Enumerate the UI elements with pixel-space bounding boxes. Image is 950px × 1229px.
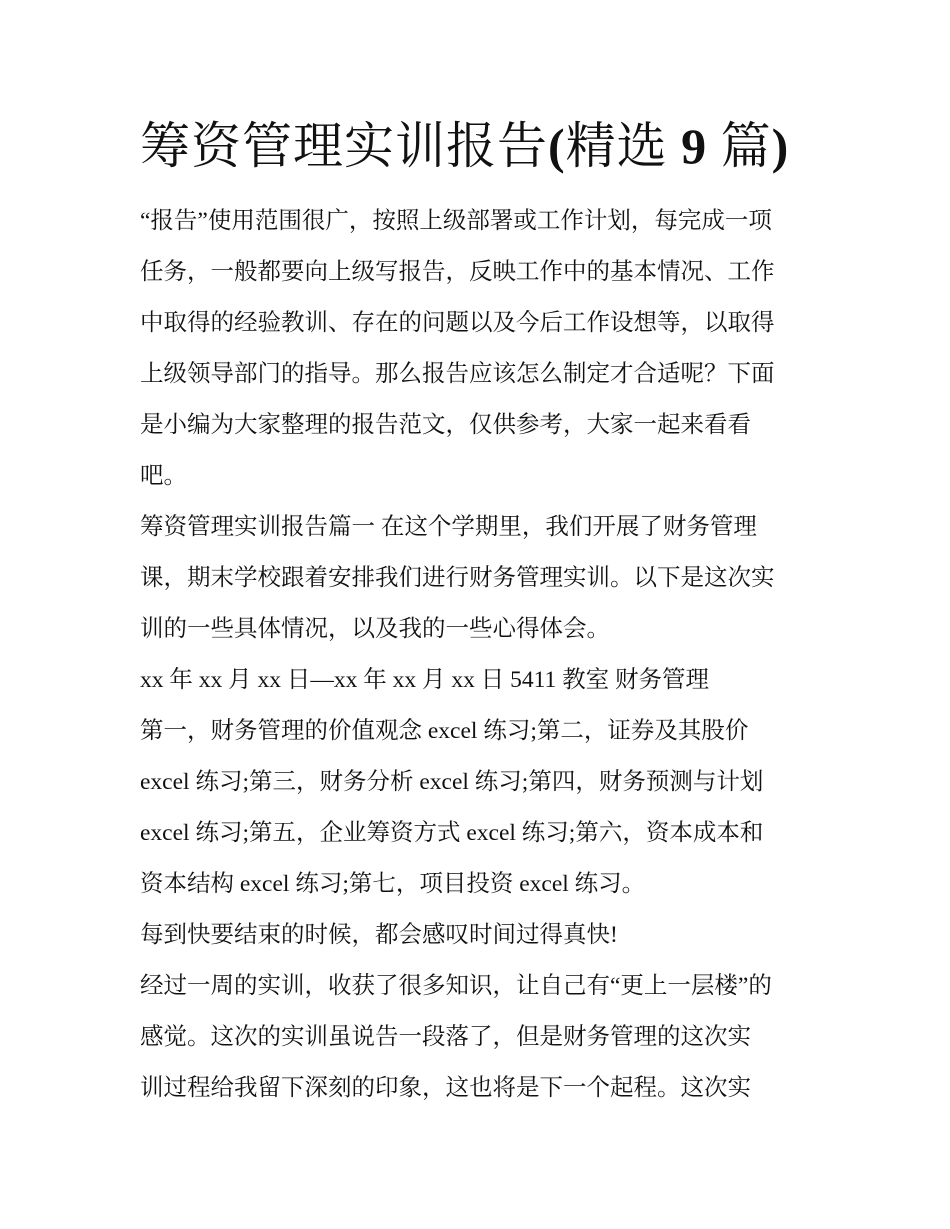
paragraph: [140, 706, 820, 910]
paragraph: [140, 196, 820, 502]
document-title: [140, 110, 820, 182]
paragraph: [140, 502, 820, 655]
paragraph-line: 筹资管理实训报告篇一 在这个学期里，我们开展了财务管理: [140, 514, 757, 540]
paragraph-line: excel 练习;第五，企业筹资方式 excel 练习;第六，资本成本和: [140, 820, 764, 846]
title-prefix: 筹资管理实训报告: [140, 118, 548, 174]
paragraph: [140, 910, 820, 961]
title-close-paren: ): [771, 118, 790, 174]
paragraph-line: 中取得的经验教训、存在的问题以及今后工作设想等，以取得: [140, 310, 775, 336]
paragraph-line: excel 练习;第三，财务分析 excel 练习;第四，财务预测与计划: [140, 769, 764, 795]
title-suffix: 篇: [720, 118, 772, 174]
paragraph-line: 训过程给我留下深刻的印象，这也将是下一个起程。这次实: [140, 1075, 751, 1101]
document-page: [140, 110, 820, 1114]
paragraph-line: “报告”使用范围很广，按照上级部署或工作计划，每完成一项: [140, 208, 772, 234]
title-number: 9: [681, 118, 708, 174]
paragraph-line: 上级领导部门的指导。那么报告应该怎么制定才合适呢？下面: [140, 361, 775, 387]
paragraph: [140, 961, 820, 1114]
paragraph-line: 任务，一般都要向上级写报告，反映工作中的基本情况、工作: [140, 259, 775, 285]
paragraph-line: 吧。: [140, 463, 187, 489]
paragraph-line: 经过一周的实训，收获了很多知识，让自己有“更上一层楼”的: [140, 973, 772, 999]
paragraph-line: 课，期末学校跟着安排我们进行财务管理实训。以下是这次实: [140, 565, 775, 591]
paragraph-line: 资本结构 excel 练习;第七，项目投资 excel 练习。: [140, 871, 646, 897]
document-body: [140, 196, 820, 1114]
title-open-paren: (: [548, 118, 566, 174]
title-middle: 精选: [565, 118, 668, 174]
paragraph-line: xx 年 xx 月 xx 日—xx 年 xx 月 xx 日 5411 教室 财务管理: [140, 667, 710, 693]
paragraph-line: 感觉。这次的实训虽说告一段落了，但是财务管理的这次实: [140, 1024, 751, 1050]
paragraph-line: 训的一些具体情况，以及我的一些心得体会。: [140, 616, 610, 642]
paragraph-line: 每到快要结束的时候，都会感叹时间过得真快!: [140, 922, 618, 948]
paragraph-line: 第一，财务管理的价值观念 excel 练习;第二，证券及其股价: [140, 718, 749, 744]
paragraph: [140, 655, 820, 706]
paragraph-line: 是小编为大家整理的报告范文，仅供参考，大家一起来看看: [140, 412, 751, 438]
